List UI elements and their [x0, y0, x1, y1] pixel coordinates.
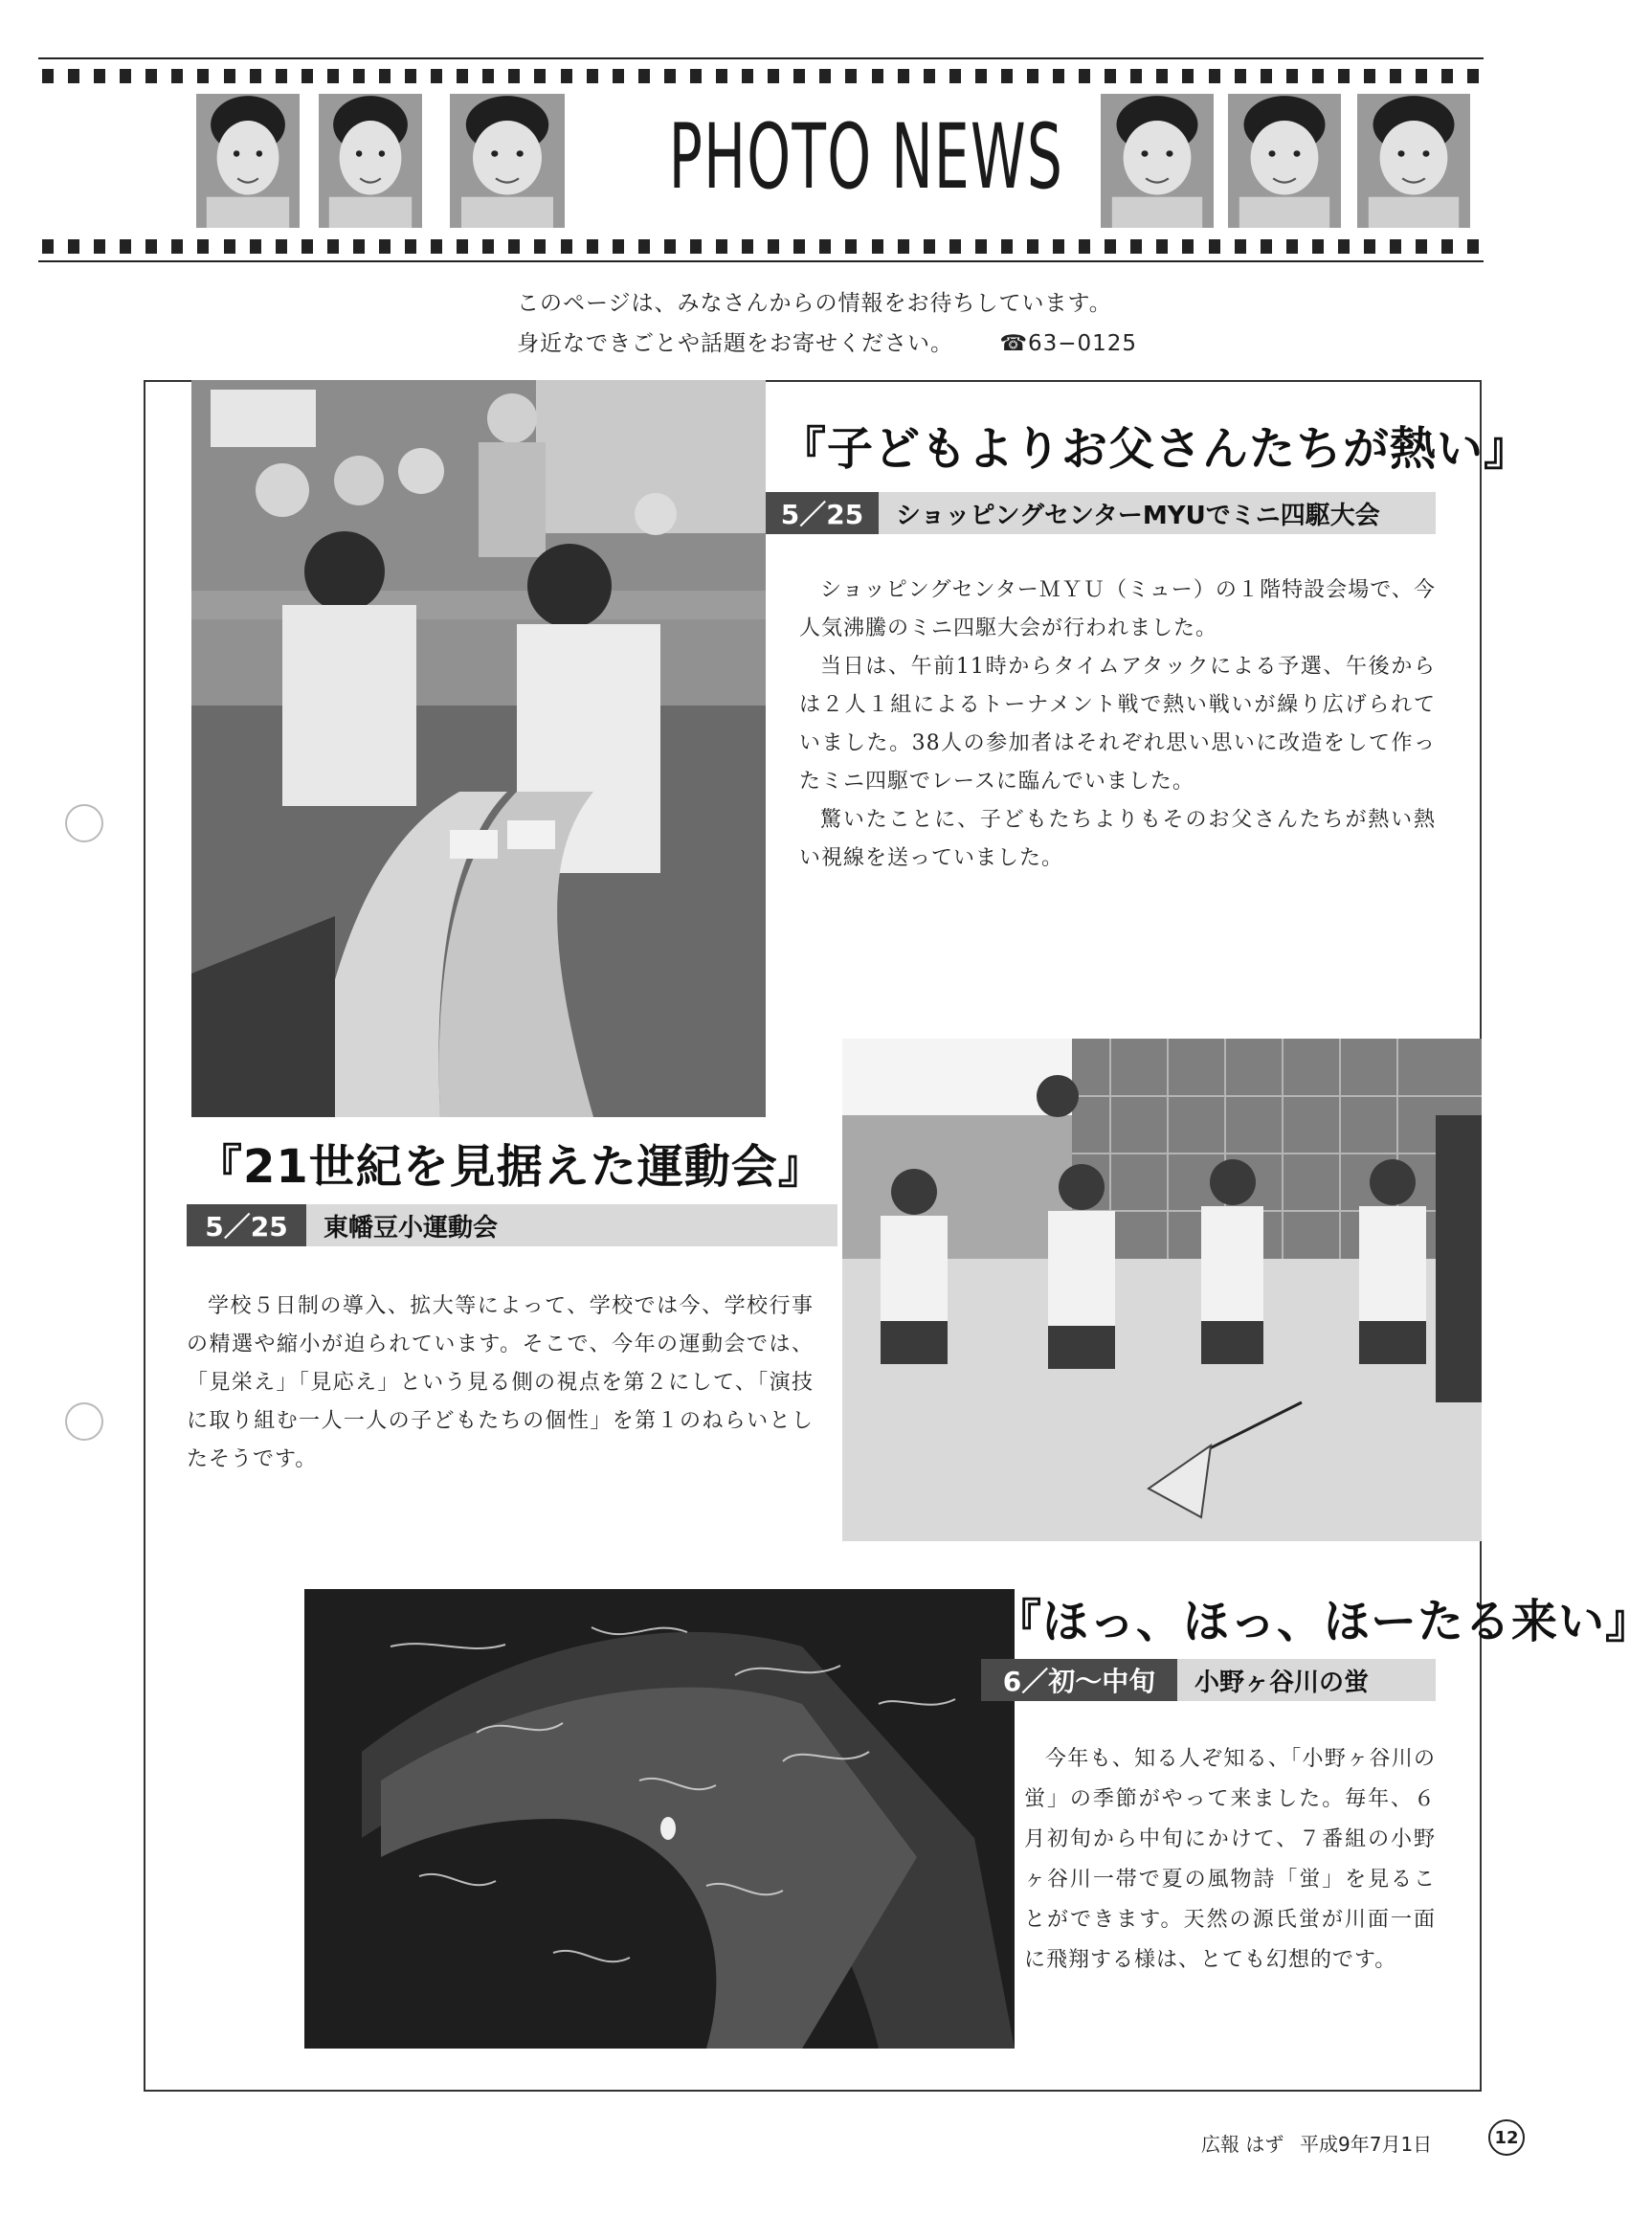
- film-perforation: [301, 69, 313, 83]
- film-perforation: [327, 69, 339, 83]
- film-perforation: [1467, 239, 1479, 254]
- film-perforation: [197, 239, 209, 254]
- film-perforation: [742, 239, 753, 254]
- film-perforation: [171, 239, 183, 254]
- child-portrait-2: [319, 94, 422, 228]
- film-perforation: [534, 239, 546, 254]
- film-perforation: [768, 69, 779, 83]
- film-perforation: [1416, 69, 1427, 83]
- film-perforation: [379, 239, 391, 254]
- film-perforation: [742, 69, 753, 83]
- film-perforation: [1105, 239, 1116, 254]
- mini4wd-race-photo: [191, 380, 766, 1117]
- film-perforation: [1338, 69, 1350, 83]
- article1-date-bar: [766, 492, 1436, 534]
- article2-date: 5／25: [187, 1204, 306, 1246]
- film-perforation: [1441, 69, 1453, 83]
- frame-bottom: [144, 2090, 1482, 2092]
- article3-paragraph: 今年も、知る人ぞ知る、「小野ヶ谷川の蛍」の季節がやって来ました。毎年、６月初旬から中旬にかけて、７番組の小野ヶ谷川一帯で夏の風物詩「蛍」を見ることができます。天然の源氏蛍が川面一面に飛翔する様は、とても幻想的です。: [1024, 1747, 1436, 1972]
- film-perforation: [664, 69, 676, 83]
- film-perforation: [1182, 69, 1194, 83]
- film-rule-bottom: [38, 260, 1484, 262]
- film-perforation: [1001, 69, 1013, 83]
- film-perforations-top: [42, 69, 1480, 84]
- page-number: 12: [1488, 2119, 1525, 2156]
- film-perforation: [1261, 239, 1272, 254]
- article1-paragraph: 驚いたことに、子どもたちよりもそのお父さんたちが熱い熱い視線を送っていました。: [799, 808, 1436, 870]
- article1-subtitle: ショッピングセンターMYUでミニ四駆大会: [879, 492, 1436, 534]
- film-perforation: [690, 239, 702, 254]
- film-perforation: [42, 69, 54, 83]
- frame-right-upper: [1480, 380, 1482, 1041]
- film-perforation: [1105, 69, 1116, 83]
- film-perforation: [1130, 239, 1142, 254]
- film-perforation: [1156, 69, 1168, 83]
- binder-hole-top: [65, 804, 103, 842]
- film-perforation: [1312, 69, 1324, 83]
- film-perforation: [898, 239, 909, 254]
- film-perforation: [819, 69, 831, 83]
- film-perforation: [949, 69, 961, 83]
- film-perforation: [1390, 69, 1401, 83]
- film-perforation: [664, 239, 676, 254]
- film-perforation: [508, 69, 520, 83]
- film-perforation: [845, 239, 857, 254]
- film-perforation: [94, 239, 105, 254]
- film-perforation: [716, 69, 727, 83]
- film-perforation: [457, 239, 468, 254]
- film-perforation: [250, 239, 261, 254]
- film-perforation: [1209, 69, 1220, 83]
- film-perforation: [924, 239, 935, 254]
- film-perforation: [613, 239, 624, 254]
- film-perforation: [1467, 69, 1479, 83]
- footer-date: 平成9年7月1日: [1300, 2133, 1433, 2156]
- film-perforation: [405, 69, 416, 83]
- film-perforation: [924, 69, 935, 83]
- frame-top-right: [766, 380, 1482, 382]
- child-portrait-3: [450, 94, 565, 228]
- film-perforation: [1441, 239, 1453, 254]
- film-perforation: [1001, 239, 1013, 254]
- article2-date-bar: [187, 1204, 837, 1246]
- film-perforation: [872, 239, 883, 254]
- film-perforation: [1053, 69, 1064, 83]
- film-perforation: [327, 239, 339, 254]
- film-perforation: [508, 239, 520, 254]
- film-perforation: [898, 69, 909, 83]
- photo-news-title: PHOTO NEWS: [668, 105, 1064, 210]
- child-portrait-4: [1101, 94, 1214, 228]
- film-perforation: [482, 69, 494, 83]
- article3-date: 6／初～中旬: [981, 1659, 1177, 1701]
- film-perforation: [94, 69, 105, 83]
- film-perforation: [638, 239, 650, 254]
- child-portrait-1: [196, 94, 300, 228]
- film-perforation: [120, 69, 131, 83]
- article3-headline: 『ほっ、ほっ、ほーたる来い』: [995, 1595, 1652, 1648]
- film-perforation: [1079, 239, 1090, 254]
- frame-top-left: [144, 380, 191, 382]
- film-perforation: [1261, 69, 1272, 83]
- film-perforation: [1027, 69, 1038, 83]
- film-perforation: [975, 239, 987, 254]
- article2-subtitle: 東幡豆小運動会: [306, 1204, 837, 1246]
- film-perforation: [534, 69, 546, 83]
- binder-hole-bottom: [65, 1402, 103, 1441]
- film-perforation: [1390, 239, 1401, 254]
- intro-line-1: このページは、みなさんからの情報をお待ちしています。: [517, 291, 1112, 316]
- film-perforation: [975, 69, 987, 83]
- film-perforation: [1338, 239, 1350, 254]
- film-perforation: [353, 69, 365, 83]
- film-perforation: [224, 239, 235, 254]
- film-perforation: [587, 239, 598, 254]
- film-perforation: [1053, 239, 1064, 254]
- film-perforation: [819, 239, 831, 254]
- film-perforation: [1364, 239, 1375, 254]
- frame-left: [144, 380, 145, 2092]
- film-perforation: [1182, 239, 1194, 254]
- article2-paragraph: 学校５日制の導入、拡大等によって、学校では今、学校行事の精選や縮小が迫られています。そこで、今年の運動会では、「見栄え」「見応え」という見る側の視点を第２にして、「演技に取り組む一人一人の子どもたちの個性」を第１のねらいとしたそうです。: [187, 1294, 814, 1471]
- film-perforation: [197, 69, 209, 83]
- film-perforation: [250, 69, 261, 83]
- film-perforation: [145, 69, 157, 83]
- film-perforation: [1286, 239, 1298, 254]
- film-perforation: [716, 239, 727, 254]
- film-perforation: [561, 69, 572, 83]
- article3-date-bar: [981, 1659, 1436, 1701]
- film-perforation: [1027, 239, 1038, 254]
- footer-publication: 広報 はず: [1201, 2133, 1284, 2156]
- film-perforation: [42, 239, 54, 254]
- film-perforation: [1156, 239, 1168, 254]
- film-perforation: [561, 239, 572, 254]
- film-rule-top: [38, 57, 1484, 59]
- film-perforation: [1312, 239, 1324, 254]
- film-perforation: [68, 239, 79, 254]
- film-perforation: [613, 69, 624, 83]
- film-perforation: [949, 239, 961, 254]
- article2-headline: 『21世紀を見据えた運動会』: [196, 1140, 825, 1194]
- film-perforation: [1364, 69, 1375, 83]
- article1-body: [799, 571, 1436, 878]
- film-perforation: [1130, 69, 1142, 83]
- film-perforation: [638, 69, 650, 83]
- film-perforation: [431, 239, 442, 254]
- article3-subtitle: 小野ヶ谷川の蛍: [1177, 1659, 1436, 1701]
- intro-line-2-text: 身近なできごとや話題をお寄せください。: [517, 331, 953, 356]
- film-perforation: [224, 69, 235, 83]
- article1-paragraph: ショッピングセンターＭＹＵ（ミュー）の１階特設会場で、今人気沸騰のミニ四駆大会が行われました。: [799, 578, 1436, 640]
- contact-phone: ☎63−0125: [999, 331, 1138, 356]
- firefly-photo: [304, 1589, 1015, 2049]
- film-perforation: [690, 69, 702, 83]
- film-perforation: [1416, 239, 1427, 254]
- film-perforation: [793, 239, 805, 254]
- child-portrait-5: [1228, 94, 1341, 228]
- child-portrait-6: [1357, 94, 1470, 228]
- film-perforation: [301, 239, 313, 254]
- article1-paragraph: 当日は、午前11時からタイムアタックによる予選、午後からは２人１組によるトーナメント戦で熱い戦いが繰り広げられていました。38人の参加者はそれぞれ思い思いに改造をして作ったミニ四駆でレースに臨んでいました。: [799, 655, 1436, 794]
- sports-day-photo: [842, 1039, 1482, 1541]
- film-perforation: [405, 239, 416, 254]
- film-perforation: [68, 69, 79, 83]
- intro-line-2: [517, 325, 1137, 357]
- film-perforation: [1286, 69, 1298, 83]
- film-perforation: [1235, 69, 1246, 83]
- article3-body: [1024, 1739, 1436, 1981]
- film-perforation: [457, 69, 468, 83]
- film-perforation: [872, 69, 883, 83]
- film-perforation: [379, 69, 391, 83]
- film-perforation: [1209, 239, 1220, 254]
- film-perforations-bottom: [42, 239, 1480, 255]
- film-perforation: [1079, 69, 1090, 83]
- film-perforation: [845, 69, 857, 83]
- article1-date: 5／25: [766, 492, 879, 534]
- film-perforation: [120, 239, 131, 254]
- film-perforation: [768, 239, 779, 254]
- film-perforation: [1235, 239, 1246, 254]
- film-perforation: [276, 69, 287, 83]
- article1-headline: 『子どもよりお父さんたちが熱い』: [780, 422, 1531, 476]
- film-perforation: [431, 69, 442, 83]
- film-perforation: [145, 239, 157, 254]
- film-perforation: [171, 69, 183, 83]
- film-perforation: [482, 239, 494, 254]
- article2-body: [187, 1288, 814, 1479]
- film-perforation: [793, 69, 805, 83]
- film-perforation: [587, 69, 598, 83]
- film-perforation: [276, 239, 287, 254]
- film-perforation: [353, 239, 365, 254]
